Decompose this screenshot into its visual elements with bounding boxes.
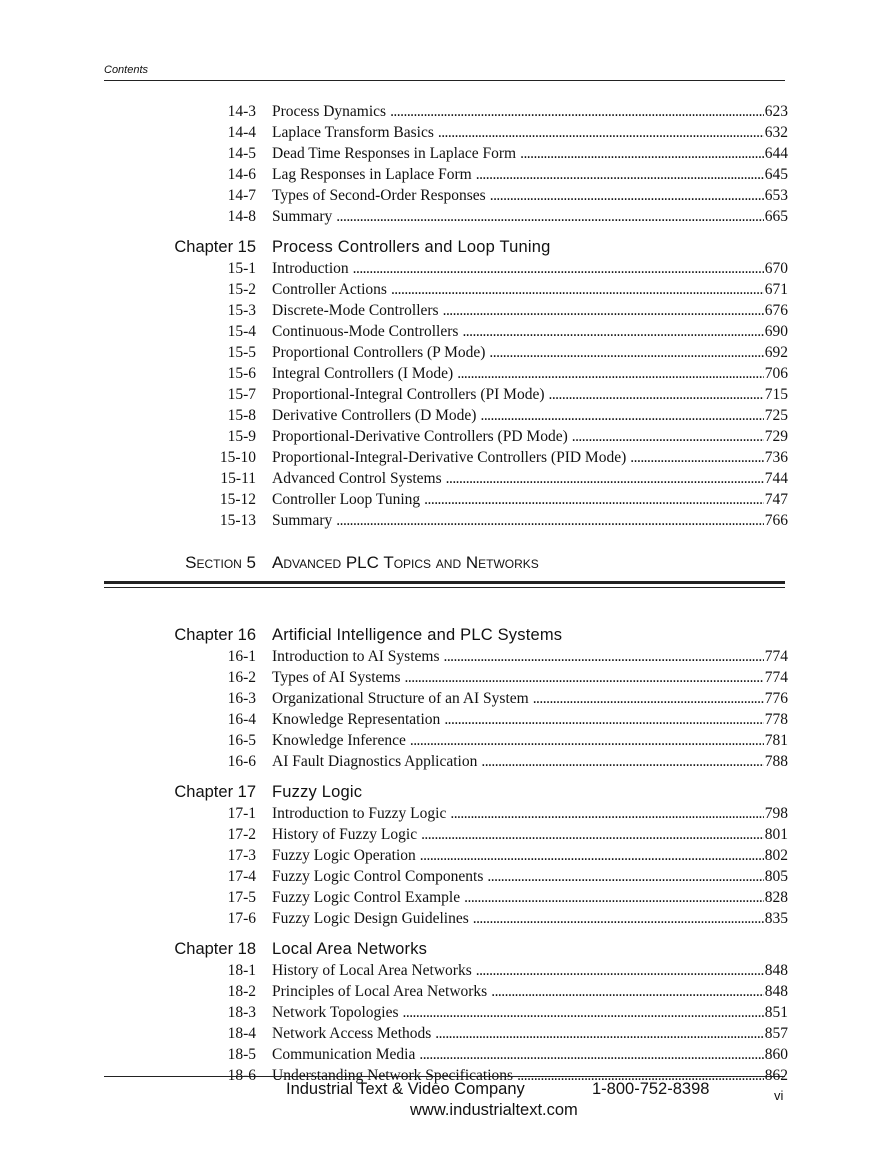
toc-entry <box>0 1044 893 1065</box>
entry-title: Lag Responses in Laplace Form <box>272 166 472 183</box>
dot-leader <box>520 145 764 163</box>
entry-page-number: 802 <box>764 847 788 864</box>
dot-leader <box>336 512 763 530</box>
entry-line <box>272 470 788 488</box>
chapter-title: Artificial Intelligence and PLC Systems <box>272 626 563 644</box>
chapter-title: Process Controllers and Loop Tuning <box>272 238 551 256</box>
entry-page-number: 744 <box>764 470 788 487</box>
dot-leader <box>450 805 763 823</box>
dot-leader <box>391 281 764 299</box>
entry-number: 15-3 <box>227 302 256 319</box>
dot-leader <box>491 983 764 1001</box>
chapter17-entries <box>0 803 893 929</box>
entry-page-number: 776 <box>764 690 788 707</box>
chapter16-entries <box>0 646 893 772</box>
section-rule <box>104 581 785 584</box>
entry-line <box>272 145 788 163</box>
dot-leader <box>446 470 764 488</box>
entry-title: Introduction to Fuzzy Logic <box>272 805 447 822</box>
toc-entry <box>0 101 893 122</box>
toc-entry <box>0 667 893 688</box>
dot-leader <box>390 103 764 121</box>
entry-number: 18-1 <box>227 962 256 979</box>
footer-url: www.industrialtext.com <box>410 1101 578 1119</box>
entry-number: 17-2 <box>227 826 256 843</box>
entry-title: Laplace Transform Basics <box>272 124 434 141</box>
entry-title: Controller Actions <box>272 281 387 298</box>
entry-number: 18-2 <box>227 983 256 1000</box>
toc-entry <box>0 164 893 185</box>
entry-title: Proportional-Integral Controllers (PI Mode) <box>272 386 545 403</box>
entry-page-number: 725 <box>764 407 788 424</box>
entry-page-number: 729 <box>764 428 788 445</box>
entry-line <box>272 1046 788 1064</box>
entry-page-number: 788 <box>764 753 788 770</box>
dot-leader <box>443 302 764 320</box>
entry-number: 15-11 <box>220 470 256 487</box>
entry-number: 16-2 <box>227 669 256 686</box>
entry-line <box>272 124 788 142</box>
dot-leader <box>572 428 764 446</box>
running-head: Contents <box>104 64 149 76</box>
chapter-heading <box>0 781 893 803</box>
entry-page-number: 851 <box>764 1004 788 1021</box>
entry-number: 17-4 <box>227 868 256 885</box>
entry-title: Types of AI Systems <box>272 669 401 686</box>
entry-title: Communication Media <box>272 1046 416 1063</box>
dot-leader <box>481 753 763 771</box>
entry-number: 14-4 <box>227 124 256 141</box>
toc-entry <box>0 824 893 845</box>
dot-leader <box>476 962 764 980</box>
entry-number: 16-1 <box>227 648 256 665</box>
chapter14-entries <box>0 101 893 227</box>
entry-line <box>272 323 788 341</box>
entry-page-number: 706 <box>764 365 788 382</box>
entry-line <box>272 753 788 771</box>
entry-page-number: 835 <box>764 910 788 927</box>
entry-title: Fuzzy Logic Operation <box>272 847 416 864</box>
dot-leader <box>405 669 764 687</box>
entry-number: 15-6 <box>227 365 256 382</box>
entry-page-number: 801 <box>764 826 788 843</box>
entry-title: Knowledge Representation <box>272 711 441 728</box>
section-label: Section 5 <box>185 553 256 572</box>
entry-title: Fuzzy Logic Control Example <box>272 889 461 906</box>
dot-leader <box>410 732 764 750</box>
dot-leader <box>489 344 763 362</box>
entry-number: 16-5 <box>227 732 256 749</box>
toc-entry <box>0 510 893 531</box>
section-title: Advanced PLC Topics and Networks <box>272 553 539 572</box>
toc-entry <box>0 866 893 887</box>
dot-leader <box>490 187 764 205</box>
toc-entry <box>0 206 893 227</box>
entry-title: Process Dynamics <box>272 103 387 120</box>
dot-leader <box>353 260 764 278</box>
entry-title: Fuzzy Logic Design Guidelines <box>272 910 469 927</box>
entry-line <box>272 302 788 320</box>
entry-number: 16-3 <box>227 690 256 707</box>
entry-line <box>272 805 788 823</box>
entry-page-number: 848 <box>764 962 788 979</box>
entry-line <box>272 260 788 278</box>
dot-leader <box>548 386 763 404</box>
entry-page-number: 671 <box>764 281 788 298</box>
toc-entry <box>0 887 893 908</box>
toc-entry <box>0 803 893 824</box>
dot-leader <box>336 208 763 226</box>
dot-leader <box>480 407 763 425</box>
entry-number: 16-4 <box>227 711 256 728</box>
entry-line <box>272 386 788 404</box>
entry-title: AI Fault Diagnostics Application <box>272 753 478 770</box>
entry-page-number: 676 <box>764 302 788 319</box>
entry-page-number: 623 <box>764 103 788 120</box>
entry-line <box>272 365 788 383</box>
toc-entry <box>0 709 893 730</box>
entry-number: 15-12 <box>219 491 256 508</box>
entry-number: 14-7 <box>227 187 256 204</box>
entry-number: 15-13 <box>219 512 256 529</box>
entry-line <box>272 1004 788 1022</box>
chapter-title: Fuzzy Logic <box>272 783 363 801</box>
entry-number: 18-3 <box>227 1004 256 1021</box>
toc-entry <box>0 845 893 866</box>
entry-page-number: 645 <box>764 166 788 183</box>
toc-entry <box>0 447 893 468</box>
entry-title: Organizational Structure of an AI System <box>272 690 529 707</box>
chapter-title: Local Area Networks <box>272 940 428 958</box>
entry-page-number: 644 <box>764 145 788 162</box>
entry-line <box>272 962 788 980</box>
entry-title: History of Local Area Networks <box>272 962 472 979</box>
dot-leader <box>424 491 764 509</box>
entry-line <box>272 208 788 226</box>
entry-line <box>272 669 788 687</box>
entry-line <box>272 711 788 729</box>
entry-line <box>272 491 788 509</box>
entry-line <box>272 103 788 121</box>
toc-entry <box>0 384 893 405</box>
entry-title: Network Access Methods <box>272 1025 432 1042</box>
entry-number: 17-1 <box>227 805 256 822</box>
footer-rule <box>104 1076 785 1077</box>
entry-title: Knowledge Inference <box>272 732 406 749</box>
entry-page-number: 848 <box>764 983 788 1000</box>
entry-page-number: 774 <box>764 648 788 665</box>
entry-page-number: 632 <box>764 124 788 141</box>
entry-number: 15-10 <box>219 449 256 466</box>
toc-entry <box>0 122 893 143</box>
entry-title: Understanding Network Specifications <box>272 1067 514 1084</box>
entry-title: Continuous-Mode Controllers <box>272 323 459 340</box>
entry-page-number: 690 <box>764 323 788 340</box>
entry-number: 15-9 <box>227 428 256 445</box>
toc-entry <box>0 646 893 667</box>
entry-line <box>272 166 788 184</box>
dot-leader <box>487 868 763 886</box>
entry-title: Network Topologies <box>272 1004 399 1021</box>
entry-title: Derivative Controllers (D Mode) <box>272 407 477 424</box>
entry-page-number: 798 <box>764 805 788 822</box>
chapter-label: Chapter 15 <box>174 238 256 256</box>
dot-leader <box>419 1046 763 1064</box>
entry-page-number: 828 <box>764 889 788 906</box>
section-rule <box>104 587 785 588</box>
entry-number: 14-3 <box>227 103 256 120</box>
dot-leader <box>473 910 764 928</box>
chapter-label: Chapter 16 <box>174 626 256 644</box>
dot-leader <box>630 449 763 467</box>
entry-number: 14-5 <box>227 145 256 162</box>
entry-page-number: 665 <box>764 208 788 225</box>
entry-page-number: 781 <box>764 732 788 749</box>
toc-entry <box>0 960 893 981</box>
entry-page-number: 778 <box>764 711 788 728</box>
toc-entry <box>0 981 893 1002</box>
toc-entry <box>0 363 893 384</box>
toc-entry <box>0 751 893 772</box>
entry-page-number: 805 <box>764 868 788 885</box>
dot-leader <box>476 166 764 184</box>
dot-leader <box>443 648 763 666</box>
entry-line <box>272 449 788 467</box>
chapter-label: Chapter 17 <box>174 783 256 801</box>
toc-entry <box>0 258 893 279</box>
table-of-contents <box>0 101 893 1086</box>
entry-line <box>272 428 788 446</box>
entry-title: History of Fuzzy Logic <box>272 826 418 843</box>
entry-title: Proportional-Integral-Derivative Controllers (PID Mode) <box>272 449 627 466</box>
entry-line <box>272 187 788 205</box>
entry-page-number: 736 <box>764 449 788 466</box>
entry-title: Dead Time Responses in Laplace Form <box>272 145 517 162</box>
entry-line <box>272 344 788 362</box>
dot-leader <box>462 323 763 341</box>
entry-line <box>272 690 788 708</box>
dot-leader <box>435 1025 763 1043</box>
dot-leader <box>464 889 764 907</box>
entry-number: 15-1 <box>227 260 256 277</box>
page-number: vi <box>774 1088 784 1103</box>
section-heading <box>0 544 893 624</box>
entry-number: 15-5 <box>227 344 256 361</box>
dot-leader <box>533 690 764 708</box>
toc-entry <box>0 279 893 300</box>
entry-page-number: 774 <box>764 669 788 686</box>
chapter-heading <box>0 938 893 960</box>
chapter-heading <box>0 624 893 646</box>
entry-number: 15-4 <box>227 323 256 340</box>
entry-page-number: 857 <box>764 1025 788 1042</box>
entry-title: Types of Second-Order Responses <box>272 187 486 204</box>
entry-number: 15-8 <box>227 407 256 424</box>
entry-title: Introduction to AI Systems <box>272 648 440 665</box>
chapter-label: Chapter 18 <box>174 940 256 958</box>
entry-title: Introduction <box>272 260 349 277</box>
footer-phone: 1-800-752-8398 <box>592 1080 710 1098</box>
toc-entry <box>0 1002 893 1023</box>
entry-title: Principles of Local Area Networks <box>272 983 488 1000</box>
dot-leader <box>457 365 764 383</box>
entry-page-number: 860 <box>764 1046 788 1063</box>
toc-entry <box>0 730 893 751</box>
toc-entry <box>0 342 893 363</box>
entry-number: 16-6 <box>227 753 256 770</box>
entry-page-number: 715 <box>764 386 788 403</box>
chapter18-entries <box>0 960 893 1086</box>
entry-title: Discrete-Mode Controllers <box>272 302 439 319</box>
entry-title: Summary <box>272 512 333 529</box>
entry-number: 17-6 <box>227 910 256 927</box>
header-rule <box>104 80 785 81</box>
entry-page-number: 653 <box>764 187 788 204</box>
entry-number: 18-6 <box>227 1067 256 1084</box>
entry-number: 18-5 <box>227 1046 256 1063</box>
footer-company: Industrial Text & Video Company <box>286 1080 525 1098</box>
dot-leader <box>420 847 764 865</box>
entry-title: Proportional-Derivative Controllers (PD Mode) <box>272 428 568 445</box>
entry-line <box>272 889 788 907</box>
entry-line <box>272 868 788 886</box>
entry-number: 14-6 <box>227 166 256 183</box>
toc-entry <box>0 185 893 206</box>
dot-leader <box>444 711 763 729</box>
entry-line <box>272 648 788 666</box>
toc-entry <box>0 321 893 342</box>
entry-line <box>272 1025 788 1043</box>
entry-line <box>272 847 788 865</box>
entry-line <box>272 910 788 928</box>
toc-entry <box>0 688 893 709</box>
entry-number: 17-5 <box>227 889 256 906</box>
entry-line <box>272 826 788 844</box>
entry-title: Controller Loop Tuning <box>272 491 421 508</box>
toc-entry <box>0 468 893 489</box>
entry-number: 18-4 <box>227 1025 256 1042</box>
entry-page-number: 692 <box>764 344 788 361</box>
chapter-heading <box>0 236 893 258</box>
entry-page-number: 747 <box>764 491 788 508</box>
entry-page-number: 766 <box>764 512 788 529</box>
entry-page-number: 862 <box>764 1067 788 1084</box>
entry-title: Advanced Control Systems <box>272 470 442 487</box>
toc-entry <box>0 143 893 164</box>
toc-entry <box>0 426 893 447</box>
entry-line <box>272 732 788 750</box>
entry-line <box>272 983 788 1001</box>
toc-entry <box>0 405 893 426</box>
entry-number: 15-2 <box>227 281 256 298</box>
entry-title: Integral Controllers (I Mode) <box>272 365 454 382</box>
toc-entry <box>0 300 893 321</box>
entry-number: 17-3 <box>227 847 256 864</box>
entry-title: Proportional Controllers (P Mode) <box>272 344 486 361</box>
entry-line <box>272 281 788 299</box>
entry-title: Summary <box>272 208 333 225</box>
entry-page-number: 670 <box>764 260 788 277</box>
toc-entry <box>0 489 893 510</box>
entry-title: Fuzzy Logic Control Components <box>272 868 484 885</box>
entry-line <box>272 407 788 425</box>
toc-entry <box>0 1023 893 1044</box>
dot-leader <box>421 826 764 844</box>
entry-number: 15-7 <box>227 386 256 403</box>
dot-leader <box>438 124 764 142</box>
entry-number: 14-8 <box>227 208 256 225</box>
toc-entry <box>0 908 893 929</box>
entry-line <box>272 512 788 530</box>
chapter15-entries <box>0 258 893 531</box>
dot-leader <box>403 1004 764 1022</box>
